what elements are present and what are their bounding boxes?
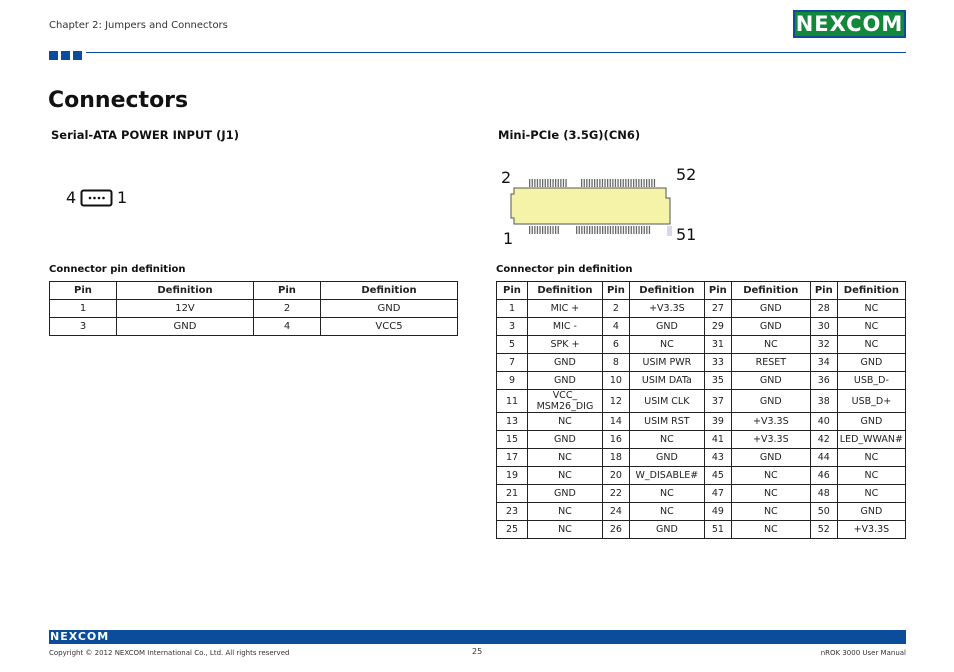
table-cell: GND: [629, 449, 704, 467]
table-cell: 2: [254, 300, 321, 318]
column-header: Definition: [731, 282, 810, 300]
table-cell: 41: [704, 431, 731, 449]
table-cell: 4: [602, 318, 629, 336]
table-cell: 39: [704, 413, 731, 431]
table-cell: NC: [837, 449, 905, 467]
column-header: Pin: [254, 282, 321, 300]
table-row: [497, 390, 906, 413]
table-cell: 24: [602, 503, 629, 521]
table-row: [497, 372, 906, 390]
table-cell: VCC_ MSM26_DIG: [527, 390, 602, 413]
table-cell: 3: [50, 318, 117, 336]
table-cell: USIM PWR: [629, 354, 704, 372]
table-cell: 10: [602, 372, 629, 390]
table-row: [497, 300, 906, 318]
table-cell: 30: [810, 318, 837, 336]
table-cell: MIC +: [527, 300, 602, 318]
column-header: Definition: [527, 282, 602, 300]
chapter-title: Chapter 2: Jumpers and Connectors: [49, 20, 228, 31]
table-cell: W_DISABLE#: [629, 467, 704, 485]
table-cell: GND: [527, 354, 602, 372]
table-cell: GND: [117, 318, 254, 336]
table-cell: 51: [704, 521, 731, 539]
table-row: [50, 300, 458, 318]
table-cell: 33: [704, 354, 731, 372]
table-cell: 45: [704, 467, 731, 485]
sata-pin-table: [49, 281, 458, 336]
table-cell: NC: [629, 485, 704, 503]
table-cell: 47: [704, 485, 731, 503]
column-header: Pin: [50, 282, 117, 300]
table-cell: USB_D+: [837, 390, 905, 413]
minipcie-pin-label-2: 2: [501, 168, 512, 187]
table-cell: 12: [602, 390, 629, 413]
table-cell: NC: [837, 318, 905, 336]
table-cell: +V3.3S: [629, 300, 704, 318]
table-cell: 18: [602, 449, 629, 467]
table-cell: 15: [497, 431, 528, 449]
copyright-text: Copyright © 2012 NEXCOM International Co., Ltd. All rights reserved: [49, 649, 290, 657]
table-header-row: [497, 282, 906, 300]
table-cell: 46: [810, 467, 837, 485]
table-row: [497, 503, 906, 521]
sata-pin-label-4: 4: [66, 188, 77, 207]
table-cell: 36: [810, 372, 837, 390]
table-cell: 11: [497, 390, 528, 413]
table-cell: 6: [602, 336, 629, 354]
table-cell: 52: [810, 521, 837, 539]
table-cell: 12V: [117, 300, 254, 318]
table-cell: MIC -: [527, 318, 602, 336]
table-cell: 7: [497, 354, 528, 372]
table-cell: USIM CLK: [629, 390, 704, 413]
table-cell: RESET: [731, 354, 810, 372]
table-cell: 44: [810, 449, 837, 467]
minipcie-pin-label-1: 1: [503, 229, 514, 248]
table-cell: GND: [837, 413, 905, 431]
table-cell: LED_WWAN#: [837, 431, 905, 449]
table-cell: 27: [704, 300, 731, 318]
column-header: Pin: [704, 282, 731, 300]
table-cell: 8: [602, 354, 629, 372]
table-cell: NC: [731, 503, 810, 521]
table-cell: 43: [704, 449, 731, 467]
table-cell: GND: [731, 390, 810, 413]
table-cell: NC: [837, 336, 905, 354]
footer-nexcom-logo: NEXCOM: [50, 630, 110, 643]
table-cell: GND: [837, 354, 905, 372]
table-row: [497, 413, 906, 431]
table-cell: GND: [731, 372, 810, 390]
table-cell: NC: [527, 449, 602, 467]
table-cell: USB_D-: [837, 372, 905, 390]
table-cell: NC: [527, 413, 602, 431]
table-cell: 3: [497, 318, 528, 336]
page-title: Connectors: [48, 88, 189, 113]
table-cell: 1: [497, 300, 528, 318]
column-header: Pin: [497, 282, 528, 300]
sata-power-title: Serial-ATA POWER INPUT (J1): [51, 128, 239, 142]
table-cell: 21: [497, 485, 528, 503]
table-cell: NC: [629, 431, 704, 449]
table-cell: NC: [527, 503, 602, 521]
table-cell: GND: [629, 521, 704, 539]
table-cell: 23: [497, 503, 528, 521]
page-number: 25: [472, 647, 483, 656]
table-cell: NC: [837, 485, 905, 503]
table-cell: NC: [629, 336, 704, 354]
sata-table-caption: Connector pin definition: [49, 264, 186, 275]
table-cell: 4: [254, 318, 321, 336]
table-cell: 29: [704, 318, 731, 336]
minipcie-connector-icon: [510, 176, 675, 240]
minipcie-title: Mini-PCIe (3.5G)(CN6): [498, 128, 641, 142]
table-cell: 35: [704, 372, 731, 390]
table-cell: 25: [497, 521, 528, 539]
table-cell: 32: [810, 336, 837, 354]
column-header: Definition: [837, 282, 905, 300]
column-header: Definition: [321, 282, 458, 300]
table-cell: GND: [731, 449, 810, 467]
table-cell: NC: [527, 467, 602, 485]
column-header: Definition: [117, 282, 254, 300]
table-cell: 13: [497, 413, 528, 431]
sata-pin-label-1: 1: [117, 188, 128, 207]
table-cell: GND: [321, 300, 458, 318]
table-cell: USIM DATa: [629, 372, 704, 390]
table-row: [50, 318, 458, 336]
minipcie-pin-label-52: 52: [676, 165, 697, 184]
table-header-row: [50, 282, 458, 300]
table-cell: NC: [837, 467, 905, 485]
table-cell: +V3.3S: [731, 431, 810, 449]
table-cell: GND: [837, 503, 905, 521]
table-cell: 20: [602, 467, 629, 485]
table-cell: GND: [527, 431, 602, 449]
table-cell: 14: [602, 413, 629, 431]
table-cell: 42: [810, 431, 837, 449]
table-cell: 9: [497, 372, 528, 390]
table-cell: 34: [810, 354, 837, 372]
column-header: Definition: [629, 282, 704, 300]
minipcie-table-caption: Connector pin definition: [496, 264, 633, 275]
table-row: [497, 318, 906, 336]
table-cell: 5: [497, 336, 528, 354]
table-cell: 1: [50, 300, 117, 318]
table-row: [497, 449, 906, 467]
nexcom-logo: NEXCOM: [793, 10, 906, 38]
table-cell: 50: [810, 503, 837, 521]
header-rule: [86, 52, 906, 53]
table-cell: VCC5: [321, 318, 458, 336]
table-cell: 49: [704, 503, 731, 521]
table-cell: 31: [704, 336, 731, 354]
table-cell: 40: [810, 413, 837, 431]
footer-bar: [49, 630, 906, 644]
minipcie-pin-table: [496, 281, 906, 539]
column-header: Pin: [810, 282, 837, 300]
table-cell: 2: [602, 300, 629, 318]
table-cell: NC: [837, 300, 905, 318]
table-cell: GND: [731, 300, 810, 318]
table-cell: NC: [731, 467, 810, 485]
minipcie-pin-label-51: 51: [676, 225, 697, 244]
table-cell: 17: [497, 449, 528, 467]
table-row: [497, 467, 906, 485]
table-cell: 48: [810, 485, 837, 503]
table-row: [497, 521, 906, 539]
table-cell: NC: [731, 336, 810, 354]
table-cell: NC: [731, 521, 810, 539]
table-row: [497, 485, 906, 503]
table-row: [497, 354, 906, 372]
table-cell: 26: [602, 521, 629, 539]
table-cell: GND: [731, 318, 810, 336]
table-cell: GND: [527, 372, 602, 390]
table-cell: +V3.3S: [731, 413, 810, 431]
header-squares: [49, 51, 82, 60]
table-cell: GND: [527, 485, 602, 503]
table-cell: 38: [810, 390, 837, 413]
table-row: [497, 431, 906, 449]
sata-connector-icon: [80, 189, 113, 207]
table-cell: SPK +: [527, 336, 602, 354]
table-cell: NC: [629, 503, 704, 521]
manual-title: nROK 3000 User Manual: [820, 649, 906, 657]
table-cell: 28: [810, 300, 837, 318]
table-cell: 22: [602, 485, 629, 503]
column-header: Pin: [602, 282, 629, 300]
table-cell: 16: [602, 431, 629, 449]
table-cell: 37: [704, 390, 731, 413]
table-cell: NC: [731, 485, 810, 503]
table-cell: +V3.3S: [837, 521, 905, 539]
table-cell: GND: [629, 318, 704, 336]
table-cell: 19: [497, 467, 528, 485]
table-cell: USIM RST: [629, 413, 704, 431]
table-cell: NC: [527, 521, 602, 539]
table-row: [497, 336, 906, 354]
